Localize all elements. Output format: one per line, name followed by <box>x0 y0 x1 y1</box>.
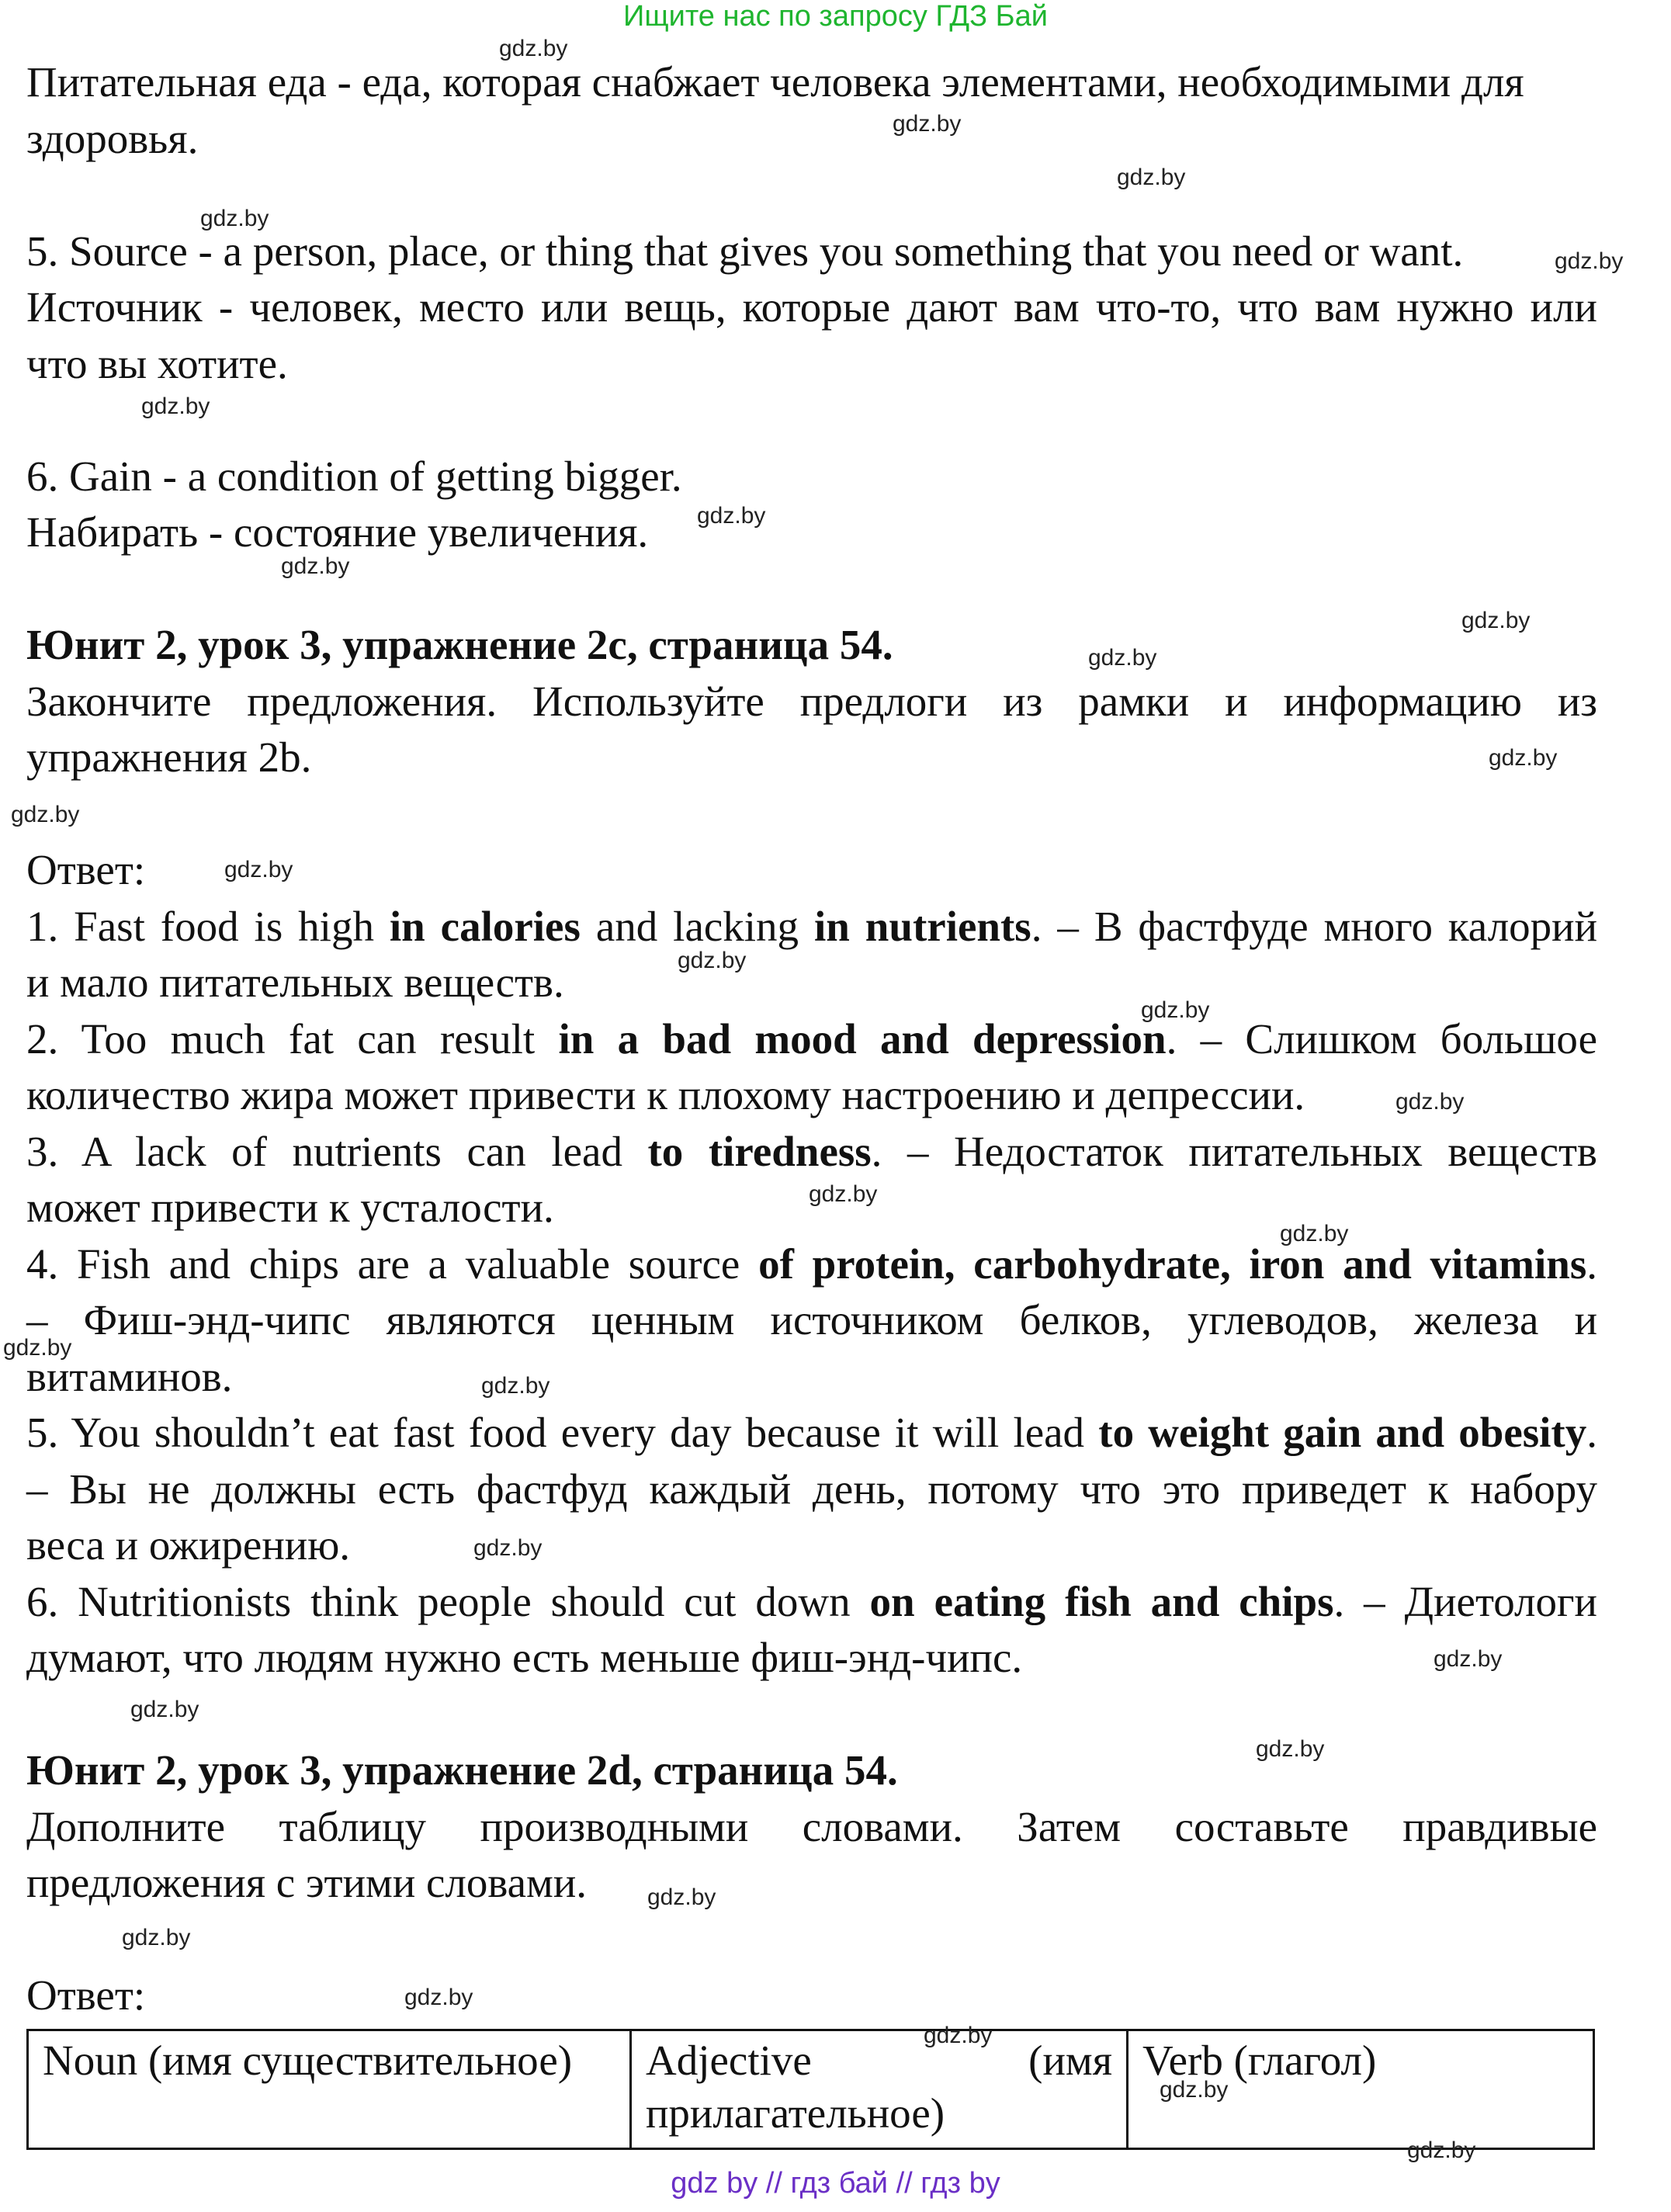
watermark: gdz.by <box>1117 165 1186 190</box>
adjective-label-ru: прилагательное) <box>646 2089 945 2137</box>
item6-russian: Набирать - состояние увеличения. <box>26 508 649 556</box>
watermark: gdz.by <box>1141 997 1210 1023</box>
bottom-site-banner: gdz by // гдз бай // гдз by <box>671 2167 1000 2200</box>
answer-4-line-2: – Фиш-энд-чипс являются ценным источником белков, углеводов, железа и <box>26 1296 1597 1343</box>
answer-3-line-1: 3. A lack of nutrients can lead to tiredness. – Недостаток питательных веществ <box>26 1127 1597 1175</box>
top-search-banner: Ищите нас по запросу ГДЗ Бай <box>623 0 1048 33</box>
watermark: gdz.by <box>1434 1646 1503 1672</box>
watermark: gdz.by <box>473 1535 543 1561</box>
adjective-label-part: (имя <box>1028 2036 1112 2084</box>
watermark: gdz.by <box>3 1335 72 1361</box>
watermark: gdz.by <box>678 948 747 973</box>
section-2c-answer-label: Ответ: <box>26 846 146 893</box>
watermark: gdz.by <box>893 111 962 137</box>
document-body <box>26 54 1597 2150</box>
item5-russian-2: что вы хотите. <box>26 339 288 387</box>
answer-1-line-2: и мало питательных веществ. <box>26 959 564 1006</box>
watermark: gdz.by <box>1160 2077 1229 2103</box>
section-2d-task-1: Дополните таблицу производными словами. Затем составьте правдивые <box>26 1802 1597 1850</box>
watermark: gdz.by <box>224 857 293 882</box>
watermark: gdz.by <box>11 802 80 827</box>
answer-2-line-2: количество жира может привести к плохому настроению и депрессии. <box>26 1071 1305 1118</box>
section-2d-answer-label: Ответ: <box>26 1971 146 2019</box>
watermark: gdz.by <box>141 394 210 419</box>
item6-english: 6. Gain - a condition of getting bigger. <box>26 452 682 500</box>
watermark: gdz.by <box>647 1884 716 1910</box>
watermark: gdz.by <box>1256 1736 1325 1762</box>
watermark: gdz.by <box>1461 608 1531 633</box>
derivatives-table <box>26 2029 1595 2150</box>
answer-5-line-3: веса и ожирению. <box>26 1521 351 1569</box>
watermark: gdz.by <box>481 1373 550 1399</box>
section-2c-task-2: упражнения 2b. <box>26 733 312 781</box>
watermark: gdz.by <box>130 1697 199 1722</box>
section-2c-heading: Юнит 2, урок 3, упражнение 2c, страница 54. <box>26 621 893 668</box>
section-2d-heading: Юнит 2, урок 3, упражнение 2d, страница 54. <box>26 1746 898 1794</box>
answer-4-line-1: 4. Fish and chips are a valuable source of protein, carbohydrate, iron and vitamins. <box>26 1239 1597 1288</box>
watermark: gdz.by <box>281 553 350 579</box>
watermark: gdz.by <box>1407 2137 1476 2163</box>
watermark: gdz.by <box>809 1181 878 1207</box>
answer-5-line-1: 5. You shouldn’t eat fast food every day because it will lead to weight gain and obesity. <box>26 1409 1597 1456</box>
watermark: gdz.by <box>1555 248 1624 274</box>
answer-1-line-1: 1. Fast food is high in calories and lacking in nutrients. – В фастфуде много калорий <box>26 902 1598 950</box>
watermark: gdz.by <box>1395 1089 1465 1115</box>
intro-line-1: Питательная еда - еда, которая снабжает человека элементами, необходимыми для <box>26 58 1524 106</box>
section-2c-task-1: Закончите предложения. Используйте предлоги из рамки и информацию из <box>26 677 1597 725</box>
answer-3-line-2: может привести к усталости. <box>26 1184 554 1231</box>
watermark: gdz.by <box>1088 645 1157 671</box>
section-2d-task-2: предложения с этими словами. <box>26 1859 588 1906</box>
answer-4-line-3: витаминов. <box>26 1352 233 1400</box>
table-header-adjective <box>631 2030 1128 2148</box>
intro-line-2: здоровья. <box>26 114 199 162</box>
watermark: gdz.by <box>200 206 269 231</box>
item5-russian-1: Источник - человек, место или вещь, которые дают вам что-то, что вам нужно или <box>26 283 1597 331</box>
adjective-label: Adjective <box>646 2036 812 2084</box>
watermark: gdz.by <box>697 503 766 529</box>
answer-6-line-1: 6. Nutritionists think people should cut down on eating fish and chips. – Диетологи <box>26 1577 1597 1625</box>
table-header-noun: Noun (имя существительное) <box>28 2030 631 2148</box>
watermark: gdz.by <box>404 1985 473 2010</box>
answer-6-line-2: думают, что людям нужно есть меньше фиш-энд-чипс. <box>26 1634 1023 1681</box>
watermark: gdz.by <box>924 2023 993 2048</box>
table-header-verb: Verb (глагол) <box>1128 2030 1594 2148</box>
watermark: gdz.by <box>122 1925 191 1950</box>
answer-2-line-1: 2. Too much fat can result in a bad mood and depression. – Слишком большое <box>26 1014 1597 1063</box>
answer-5-line-2: – Вы не должны есть фастфуд каждый день, потому что это приведет к набору <box>26 1465 1597 1513</box>
table-header-row <box>28 2030 1594 2148</box>
item5-english: 5. Source - a person, place, or thing that gives you something that you need or want. <box>26 227 1464 275</box>
watermark: gdz.by <box>1489 745 1558 771</box>
watermark: gdz.by <box>1280 1221 1349 1246</box>
watermark: gdz.by <box>499 36 568 61</box>
